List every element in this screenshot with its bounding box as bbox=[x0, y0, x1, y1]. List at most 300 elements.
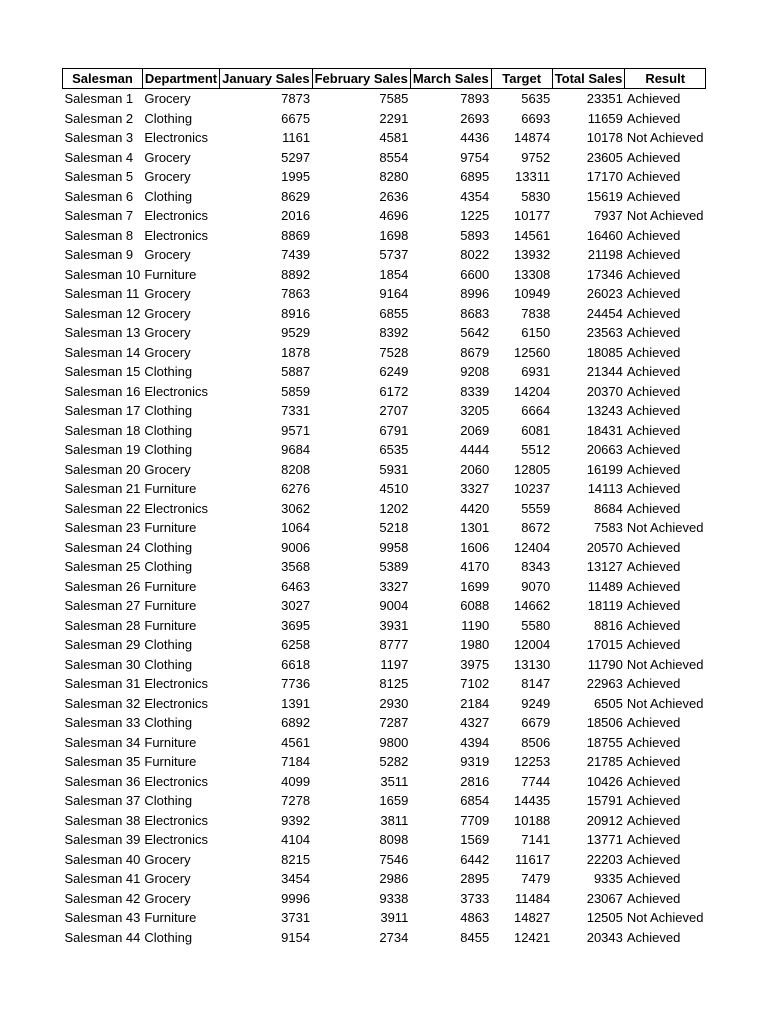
cell-march-sales: 1699 bbox=[460, 578, 490, 594]
cell-february-sales: 7287 bbox=[379, 715, 409, 730]
table-row bbox=[63, 206, 706, 226]
cell-february-sales: 2986 bbox=[379, 871, 409, 886]
cell-march-sales: 8996 bbox=[460, 286, 490, 301]
cell-total-sales: 13243 bbox=[586, 403, 623, 418]
cell-salesman: Salesman 40 bbox=[64, 851, 141, 867]
cell-department: Electronics bbox=[144, 773, 208, 789]
cell-target: 12560 bbox=[514, 344, 551, 360]
cell-total-sales: 15791 bbox=[586, 793, 623, 808]
cell-department: Clothing bbox=[144, 188, 193, 204]
cell-total-sales: 22963 bbox=[586, 676, 623, 691]
cell-target: 6664 bbox=[521, 403, 551, 418]
cell-march-sales: 7709 bbox=[460, 812, 490, 828]
cell-salesman: Salesman 41 bbox=[64, 871, 141, 886]
table-row bbox=[63, 479, 706, 499]
cell-total-sales: 20570 bbox=[586, 539, 623, 555]
cell-salesman: Salesman 5 bbox=[64, 169, 134, 184]
cell-department: Furniture bbox=[144, 520, 197, 535]
cell-target: 11617 bbox=[515, 851, 551, 867]
cell-january-sales: 3027 bbox=[281, 598, 311, 613]
cell-january-sales: 9529 bbox=[281, 325, 311, 340]
header-salesman: Salesman bbox=[63, 69, 143, 89]
table-row bbox=[63, 830, 706, 850]
cell-february-sales: 9164 bbox=[379, 286, 409, 301]
cell-total-sales: 10426 bbox=[586, 773, 623, 789]
cell-march-sales: 2060 bbox=[460, 461, 490, 477]
table-row bbox=[63, 187, 706, 207]
cell-department: Electronics bbox=[144, 812, 208, 828]
cell-target: 9752 bbox=[521, 149, 551, 165]
cell-total-sales: 18506 bbox=[586, 715, 623, 730]
cell-total-sales: 18085 bbox=[586, 344, 623, 360]
cell-march-sales: 4394 bbox=[460, 734, 490, 750]
table-row bbox=[63, 499, 706, 519]
cell-result: Not Achieved bbox=[626, 520, 704, 535]
cell-salesman: Salesman 18 bbox=[64, 422, 141, 438]
cell-result: Achieved bbox=[626, 754, 681, 769]
cell-department: Electronics bbox=[144, 832, 208, 847]
cell-january-sales: 2016 bbox=[281, 208, 311, 223]
cell-march-sales: 4444 bbox=[460, 442, 490, 457]
cell-salesman: Salesman 7 bbox=[64, 208, 134, 223]
cell-january-sales: 7184 bbox=[281, 754, 311, 769]
table-row bbox=[63, 694, 706, 714]
cell-target: 14662 bbox=[514, 598, 551, 613]
cell-january-sales: 7873 bbox=[281, 91, 311, 106]
cell-january-sales: 5859 bbox=[281, 383, 311, 399]
cell-department: Electronics bbox=[144, 208, 208, 223]
table-row bbox=[63, 109, 706, 129]
cell-february-sales: 1659 bbox=[379, 793, 409, 808]
cell-march-sales: 8679 bbox=[460, 344, 490, 360]
cell-march-sales: 1569 bbox=[460, 832, 490, 847]
cell-result: Achieved bbox=[626, 773, 681, 789]
cell-january-sales: 9684 bbox=[281, 442, 311, 457]
cell-target: 9249 bbox=[521, 695, 551, 711]
sales-spreadsheet bbox=[62, 68, 706, 947]
cell-target: 6679 bbox=[521, 715, 551, 730]
header-total-sales: Total Sales bbox=[552, 69, 625, 89]
cell-salesman: Salesman 14 bbox=[64, 344, 141, 360]
cell-target: 8506 bbox=[521, 734, 551, 750]
cell-february-sales: 6249 bbox=[379, 364, 409, 379]
cell-department: Grocery bbox=[144, 461, 191, 477]
cell-january-sales: 3454 bbox=[281, 871, 311, 886]
cell-january-sales: 6463 bbox=[281, 578, 311, 594]
cell-total-sales: 8816 bbox=[593, 617, 623, 633]
cell-march-sales: 4420 bbox=[460, 500, 490, 516]
cell-target: 7838 bbox=[521, 305, 551, 321]
cell-total-sales: 18755 bbox=[586, 734, 623, 750]
cell-result: Achieved bbox=[626, 383, 681, 399]
cell-salesman: Salesman 30 bbox=[64, 656, 141, 672]
cell-march-sales: 1980 bbox=[460, 637, 490, 652]
cell-january-sales: 5297 bbox=[281, 149, 311, 165]
cell-total-sales: 24454 bbox=[586, 305, 623, 321]
cell-february-sales: 3911 bbox=[380, 910, 409, 925]
cell-salesman: Salesman 28 bbox=[64, 617, 141, 633]
cell-result: Achieved bbox=[626, 149, 681, 165]
cell-total-sales: 20912 bbox=[586, 812, 623, 828]
cell-january-sales: 9571 bbox=[281, 422, 311, 438]
cell-department: Clothing bbox=[144, 422, 193, 438]
cell-total-sales: 16460 bbox=[586, 227, 623, 243]
cell-total-sales: 23067 bbox=[586, 890, 623, 906]
table-row bbox=[63, 557, 706, 577]
cell-salesman: Salesman 35 bbox=[64, 754, 141, 769]
cell-january-sales: 8916 bbox=[281, 305, 311, 321]
cell-result: Not Achieved bbox=[626, 130, 704, 145]
cell-total-sales: 11659 bbox=[587, 110, 623, 126]
cell-result: Achieved bbox=[626, 266, 681, 282]
cell-march-sales: 1301 bbox=[460, 520, 490, 535]
cell-march-sales: 2895 bbox=[460, 871, 490, 886]
cell-department: Furniture bbox=[144, 598, 197, 613]
table-row bbox=[63, 226, 706, 246]
cell-march-sales: 5893 bbox=[460, 227, 490, 243]
cell-department: Clothing bbox=[144, 364, 193, 379]
table-row bbox=[63, 733, 706, 753]
table-row bbox=[63, 265, 706, 285]
header-january-sales: January Sales bbox=[220, 69, 312, 89]
cell-department: Grocery bbox=[144, 286, 191, 301]
table-row bbox=[63, 908, 706, 928]
table-row bbox=[63, 343, 706, 363]
cell-salesman: Salesman 43 bbox=[64, 910, 141, 925]
cell-target: 14435 bbox=[514, 793, 551, 808]
cell-february-sales: 6535 bbox=[379, 442, 409, 457]
cell-target: 7479 bbox=[521, 871, 551, 886]
table-row bbox=[63, 674, 706, 694]
cell-target: 6081 bbox=[521, 422, 551, 438]
cell-result: Achieved bbox=[626, 364, 681, 379]
table-row bbox=[63, 382, 706, 402]
cell-march-sales: 6088 bbox=[460, 598, 490, 613]
cell-salesman: Salesman 26 bbox=[64, 578, 141, 594]
cell-target: 8672 bbox=[521, 520, 551, 535]
cell-march-sales: 7102 bbox=[460, 676, 490, 691]
header-march-sales: March Sales bbox=[410, 69, 491, 89]
table-row bbox=[63, 577, 706, 597]
cell-february-sales: 3931 bbox=[379, 617, 409, 633]
cell-result: Achieved bbox=[626, 832, 681, 847]
cell-february-sales: 9338 bbox=[379, 890, 409, 906]
cell-result: Achieved bbox=[626, 325, 681, 340]
cell-result: Achieved bbox=[626, 461, 681, 477]
cell-target: 5580 bbox=[521, 617, 551, 633]
cell-march-sales: 6854 bbox=[460, 793, 490, 808]
cell-result: Achieved bbox=[626, 617, 681, 633]
table-row bbox=[63, 89, 706, 109]
cell-salesman: Salesman 29 bbox=[64, 637, 141, 652]
cell-department: Electronics bbox=[144, 500, 208, 516]
cell-total-sales: 20663 bbox=[586, 442, 623, 457]
cell-result: Not Achieved bbox=[626, 656, 704, 672]
cell-january-sales: 8208 bbox=[281, 461, 311, 477]
cell-total-sales: 23605 bbox=[586, 149, 623, 165]
cell-salesman: Salesman 38 bbox=[64, 812, 141, 828]
cell-total-sales: 21785 bbox=[586, 754, 623, 769]
cell-march-sales: 4327 bbox=[460, 715, 490, 730]
cell-target: 6931 bbox=[521, 364, 551, 379]
cell-total-sales: 6505 bbox=[593, 695, 623, 711]
cell-result: Achieved bbox=[626, 481, 681, 496]
cell-target: 12805 bbox=[514, 461, 551, 477]
table-row bbox=[63, 421, 706, 441]
cell-total-sales: 26023 bbox=[586, 286, 623, 301]
cell-february-sales: 5931 bbox=[379, 461, 409, 477]
cell-department: Clothing bbox=[144, 715, 193, 730]
cell-total-sales: 14113 bbox=[587, 481, 623, 496]
cell-target: 11484 bbox=[515, 890, 551, 906]
cell-total-sales: 13127 bbox=[586, 559, 623, 574]
cell-target: 13311 bbox=[515, 169, 551, 184]
cell-march-sales: 9319 bbox=[460, 754, 490, 769]
cell-result: Achieved bbox=[626, 247, 681, 262]
cell-february-sales: 2734 bbox=[379, 929, 409, 945]
cell-salesman: Salesman 10 bbox=[64, 266, 141, 282]
cell-january-sales: 4561 bbox=[281, 734, 311, 750]
cell-march-sales: 7893 bbox=[460, 91, 490, 106]
cell-february-sales: 8554 bbox=[379, 149, 409, 165]
cell-target: 10949 bbox=[514, 286, 551, 301]
cell-salesman: Salesman 25 bbox=[64, 559, 141, 574]
cell-total-sales: 16199 bbox=[586, 461, 623, 477]
cell-result: Achieved bbox=[626, 422, 681, 438]
cell-salesman: Salesman 8 bbox=[64, 227, 134, 243]
table-row bbox=[63, 616, 706, 636]
cell-january-sales: 1064 bbox=[281, 520, 311, 535]
cell-total-sales: 17346 bbox=[586, 266, 623, 282]
cell-march-sales: 6895 bbox=[460, 169, 490, 184]
cell-february-sales: 8777 bbox=[379, 637, 409, 652]
cell-target: 12404 bbox=[514, 539, 551, 555]
cell-target: 10237 bbox=[514, 481, 551, 496]
cell-result: Achieved bbox=[626, 734, 681, 750]
cell-target: 7141 bbox=[521, 832, 551, 847]
cell-february-sales: 9004 bbox=[379, 598, 409, 613]
cell-february-sales: 1197 bbox=[380, 656, 409, 672]
cell-january-sales: 9154 bbox=[281, 929, 311, 945]
cell-january-sales: 4104 bbox=[281, 832, 311, 847]
cell-total-sales: 17170 bbox=[586, 169, 623, 184]
cell-target: 10177 bbox=[514, 208, 551, 223]
cell-february-sales: 2930 bbox=[379, 695, 409, 711]
cell-february-sales: 3511 bbox=[380, 773, 409, 789]
cell-january-sales: 7736 bbox=[281, 676, 311, 691]
cell-total-sales: 23351 bbox=[586, 91, 623, 106]
cell-department: Grocery bbox=[144, 325, 191, 340]
cell-department: Grocery bbox=[144, 851, 191, 867]
cell-salesman: Salesman 31 bbox=[64, 676, 141, 691]
cell-january-sales: 6675 bbox=[281, 110, 311, 126]
cell-march-sales: 3327 bbox=[460, 481, 490, 496]
cell-department: Clothing bbox=[144, 442, 193, 457]
cell-january-sales: 8215 bbox=[281, 851, 311, 867]
cell-total-sales: 23563 bbox=[586, 325, 623, 340]
header-february-sales: February Sales bbox=[312, 69, 410, 89]
cell-february-sales: 8098 bbox=[379, 832, 409, 847]
cell-salesman: Salesman 44 bbox=[64, 929, 141, 945]
cell-january-sales: 8892 bbox=[281, 266, 311, 282]
cell-january-sales: 4099 bbox=[281, 773, 311, 789]
cell-january-sales: 1878 bbox=[281, 344, 311, 360]
cell-salesman: Salesman 11 bbox=[64, 286, 140, 301]
cell-march-sales: 8455 bbox=[460, 929, 490, 945]
cell-target: 12253 bbox=[514, 754, 551, 769]
cell-department: Clothing bbox=[144, 110, 193, 126]
cell-february-sales: 6791 bbox=[379, 422, 409, 438]
cell-february-sales: 7546 bbox=[379, 851, 409, 867]
cell-result: Achieved bbox=[626, 676, 681, 691]
cell-department: Grocery bbox=[144, 169, 191, 184]
cell-february-sales: 2291 bbox=[379, 110, 409, 126]
cell-january-sales: 7863 bbox=[281, 286, 311, 301]
table-row bbox=[63, 596, 706, 616]
cell-salesman: Salesman 22 bbox=[64, 500, 141, 516]
cell-march-sales: 3733 bbox=[460, 890, 490, 906]
cell-target: 5559 bbox=[521, 500, 551, 516]
cell-total-sales: 10178 bbox=[586, 130, 623, 145]
cell-march-sales: 8022 bbox=[460, 247, 490, 262]
cell-january-sales: 1391 bbox=[281, 695, 311, 711]
cell-salesman: Salesman 4 bbox=[64, 149, 134, 165]
cell-march-sales: 2693 bbox=[460, 110, 490, 126]
cell-salesman: Salesman 42 bbox=[64, 890, 141, 906]
cell-total-sales: 13771 bbox=[586, 832, 623, 847]
table-row bbox=[63, 304, 706, 324]
cell-result: Achieved bbox=[626, 578, 681, 594]
cell-january-sales: 3731 bbox=[281, 910, 311, 925]
cell-salesman: Salesman 15 bbox=[64, 364, 141, 379]
cell-january-sales: 7278 bbox=[281, 793, 311, 808]
cell-february-sales: 2636 bbox=[379, 188, 409, 204]
cell-department: Furniture bbox=[144, 754, 197, 769]
header-target: Target bbox=[491, 69, 552, 89]
cell-target: 13932 bbox=[514, 247, 551, 262]
cell-department: Grocery bbox=[144, 247, 191, 262]
data-rows bbox=[63, 89, 706, 948]
cell-february-sales: 5282 bbox=[379, 754, 409, 769]
cell-february-sales: 3811 bbox=[380, 812, 409, 828]
cell-result: Not Achieved bbox=[626, 208, 704, 223]
cell-february-sales: 1202 bbox=[379, 500, 409, 516]
cell-march-sales: 8683 bbox=[460, 305, 490, 321]
table-row bbox=[63, 850, 706, 870]
cell-january-sales: 9006 bbox=[281, 539, 311, 555]
cell-salesman: Salesman 12 bbox=[64, 305, 141, 321]
table-row bbox=[63, 752, 706, 772]
table-row bbox=[63, 713, 706, 733]
cell-february-sales: 4510 bbox=[379, 481, 409, 496]
cell-target: 5830 bbox=[521, 188, 551, 204]
cell-result: Achieved bbox=[626, 637, 681, 652]
cell-february-sales: 1854 bbox=[379, 266, 409, 282]
cell-department: Electronics bbox=[144, 130, 208, 145]
cell-result: Achieved bbox=[626, 559, 681, 574]
cell-salesman: Salesman 13 bbox=[64, 325, 141, 340]
cell-january-sales: 1995 bbox=[281, 169, 311, 184]
table-row bbox=[63, 889, 706, 909]
cell-march-sales: 8339 bbox=[460, 383, 490, 399]
cell-total-sales: 7583 bbox=[593, 520, 623, 535]
cell-march-sales: 1190 bbox=[461, 617, 490, 633]
cell-total-sales: 7937 bbox=[593, 208, 623, 223]
table-row bbox=[63, 284, 706, 304]
cell-february-sales: 3327 bbox=[379, 578, 409, 594]
cell-january-sales: 3568 bbox=[281, 559, 311, 574]
cell-department: Grocery bbox=[144, 871, 191, 886]
table-row bbox=[63, 518, 706, 538]
cell-february-sales: 8392 bbox=[379, 325, 409, 340]
cell-department: Clothing bbox=[144, 929, 193, 945]
table-row bbox=[63, 655, 706, 675]
cell-march-sales: 4863 bbox=[460, 910, 490, 925]
cell-march-sales: 3975 bbox=[460, 656, 490, 672]
cell-january-sales: 6258 bbox=[281, 637, 311, 652]
cell-january-sales: 6892 bbox=[281, 715, 311, 730]
cell-target: 5512 bbox=[521, 442, 551, 457]
cell-salesman: Salesman 23 bbox=[64, 520, 141, 535]
cell-february-sales: 4581 bbox=[379, 130, 409, 145]
header-row bbox=[63, 69, 706, 89]
cell-result: Achieved bbox=[626, 812, 681, 828]
cell-salesman: Salesman 36 bbox=[64, 773, 141, 789]
cell-total-sales: 17015 bbox=[586, 637, 623, 652]
table-row bbox=[63, 323, 706, 343]
cell-total-sales: 11790 bbox=[587, 656, 623, 672]
cell-march-sales: 1225 bbox=[460, 208, 490, 223]
cell-january-sales: 5887 bbox=[281, 364, 311, 379]
cell-salesman: Salesman 3 bbox=[64, 130, 134, 145]
cell-result: Achieved bbox=[626, 500, 681, 516]
cell-department: Electronics bbox=[144, 383, 208, 399]
cell-target: 14827 bbox=[514, 910, 551, 925]
cell-february-sales: 9800 bbox=[379, 734, 409, 750]
cell-target: 8343 bbox=[521, 559, 551, 574]
cell-department: Furniture bbox=[144, 266, 197, 282]
cell-department: Clothing bbox=[144, 559, 193, 574]
cell-march-sales: 2069 bbox=[460, 422, 490, 438]
table-row bbox=[63, 167, 706, 187]
cell-march-sales: 4170 bbox=[460, 559, 490, 574]
header-row-group bbox=[63, 69, 706, 89]
cell-total-sales: 21198 bbox=[587, 247, 623, 262]
cell-target: 6693 bbox=[521, 110, 551, 126]
cell-salesman: Salesman 34 bbox=[64, 734, 141, 750]
cell-salesman: Salesman 33 bbox=[64, 715, 141, 730]
cell-target: 9070 bbox=[521, 578, 551, 594]
cell-department: Grocery bbox=[144, 91, 191, 106]
table-row bbox=[63, 811, 706, 831]
cell-result: Achieved bbox=[626, 169, 681, 184]
cell-department: Grocery bbox=[144, 149, 191, 165]
cell-department: Furniture bbox=[144, 578, 197, 594]
cell-february-sales: 5218 bbox=[379, 520, 409, 535]
cell-february-sales: 1698 bbox=[379, 227, 409, 243]
cell-february-sales: 8280 bbox=[379, 169, 409, 184]
cell-march-sales: 2184 bbox=[460, 695, 490, 711]
cell-march-sales: 9208 bbox=[460, 364, 490, 379]
cell-january-sales: 3062 bbox=[281, 500, 311, 516]
cell-target: 14561 bbox=[514, 227, 551, 243]
cell-result: Achieved bbox=[626, 793, 681, 808]
cell-target: 12004 bbox=[514, 637, 551, 652]
cell-salesman: Salesman 21 bbox=[64, 481, 141, 496]
cell-february-sales: 2707 bbox=[379, 403, 409, 418]
table-row bbox=[63, 128, 706, 148]
cell-target: 6150 bbox=[521, 325, 551, 340]
